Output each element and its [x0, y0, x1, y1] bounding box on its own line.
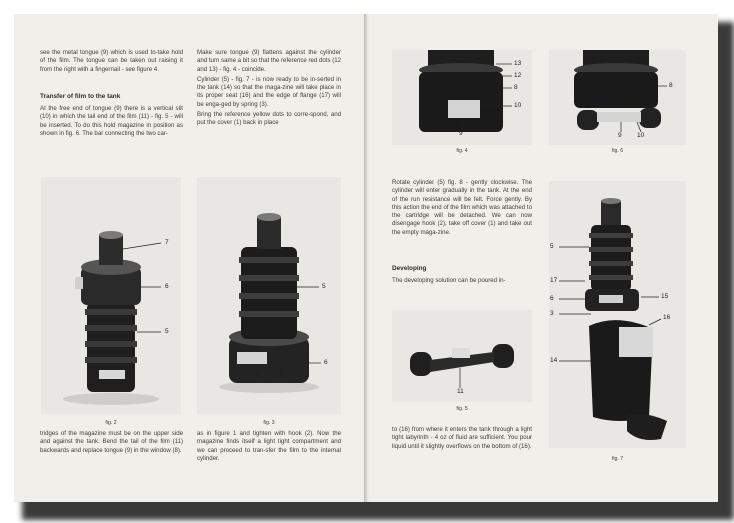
figure-6-photo [549, 50, 686, 145]
figure-5-caption: fig. 5 [456, 406, 468, 412]
col2-paragraph-1: Make sure tongue (9) flattens against the cylinder and turn same a bit so that the reference red dots (12 and 13) - fig. 4 - coincide. [197, 49, 341, 73]
heading-transfer: Transfer of film to the tank [40, 93, 121, 100]
fig7-label-16: 16 [663, 314, 671, 321]
fig7-label-3: 3 [550, 310, 554, 317]
fig7-label-6: 6 [550, 295, 554, 302]
figure-2-caption: fig. 2 [105, 420, 117, 426]
col2-paragraph-2: Cylinder (5) - fig. 7 - is now ready to be in-serted in the tank (14) so that the maga-zine will take place in its proper seat (16) and the edge of flange (17) will be enga-ged by spring (3). [197, 75, 341, 108]
right-page [369, 14, 718, 502]
fig5-label-11: 11 [457, 388, 464, 395]
col1-transfer-text: At the free end of tongue (9) there is a vertical slit (10) in which the tail end of the film (11) - fig. 5 - will be inserted. To do this hold magazine in position as shown in fig. 6. The bar connecting the two car- [40, 105, 183, 137]
figure-3-photo [197, 177, 341, 414]
fig4-label-12: 12 [514, 72, 522, 79]
fig2-label-5: 5 [165, 328, 169, 335]
fig2-label-7: 7 [165, 239, 169, 246]
fig3-label-6: 6 [324, 359, 328, 366]
figure-6-caption: fig. 6 [611, 148, 624, 154]
fig4-label-8: 8 [514, 84, 518, 91]
figure-6-illustration [549, 50, 686, 145]
developing-text: The developing solution can be poured in- [392, 277, 506, 284]
figure-7-caption: fig. 7 [611, 456, 624, 462]
col1-bottom-text: tridges of the magazine must be on the upper side and against the tank. Bend the tail of the film (11) backwards and replace tongue (9) in the window (8). [40, 430, 183, 454]
col2-top-text [197, 49, 341, 130]
fig7-label-15: 15 [661, 293, 669, 300]
bottom-text: to (16) from where it enters the tank through a light tight labyrinth - 4 oz of fluid are sufficient. You pour liquid until it slightly overflows on the bottom of (16). [392, 426, 532, 450]
figure-2-photo [41, 177, 181, 414]
fig4-label-9: 9 [459, 130, 463, 137]
figure-5-photo [392, 310, 532, 402]
col2-paragraph-3: Bring the reference yellow dots to corre-spond, and put the cover (1) back in place [197, 111, 341, 127]
fig7-label-14: 14 [550, 357, 558, 364]
col2-bottom-text: as in figure 1 and tighten with hook (2). Now the magazine finds itself a light tight compartment and we can proceed to tran-sfer the film to the internal cylinder. [197, 430, 341, 462]
fig6-label-9: 9 [618, 132, 622, 139]
figure-3-illustration [197, 177, 341, 414]
fig3-label-8: 8 [278, 373, 282, 380]
fig3-label-5: 5 [322, 283, 326, 290]
col1-top-text: see the metal tongue (9) which is used to-take hold of the film. The tongue can be taken out raising it from the right with a fingernail - see figure 4. [40, 49, 183, 73]
fig3-label-9: 9 [256, 373, 260, 380]
fig7-label-5: 5 [550, 243, 554, 250]
fig6-label-8: 8 [669, 82, 673, 89]
figure-3-caption: fig. 3 [263, 420, 275, 426]
fig4-label-10: 10 [514, 102, 522, 109]
fig6-label-10: 10 [637, 132, 645, 139]
left-page [14, 14, 364, 502]
heading-developing: Developing [392, 265, 427, 272]
fig4-label-13: 13 [514, 60, 522, 67]
figure-7-photo [549, 181, 686, 448]
fig7-label-17: 17 [550, 277, 558, 284]
figure-2-illustration [41, 177, 181, 414]
fig2-label-6: 6 [165, 283, 169, 290]
figure-4-caption: fig. 4 [456, 148, 468, 154]
figure-4-photo [392, 50, 532, 145]
rotate-text: Rotate cylinder (5) fig. 8 - gently clockwise. The cylinder will enter gradually in the tank. At the end of the run resistance will be felt. Force gently. By this action the end of the film which was attached to the cartridge will be detached. We can now disengage hook (2), take off cover (1) and take out the empty maga-zine. [392, 179, 532, 236]
